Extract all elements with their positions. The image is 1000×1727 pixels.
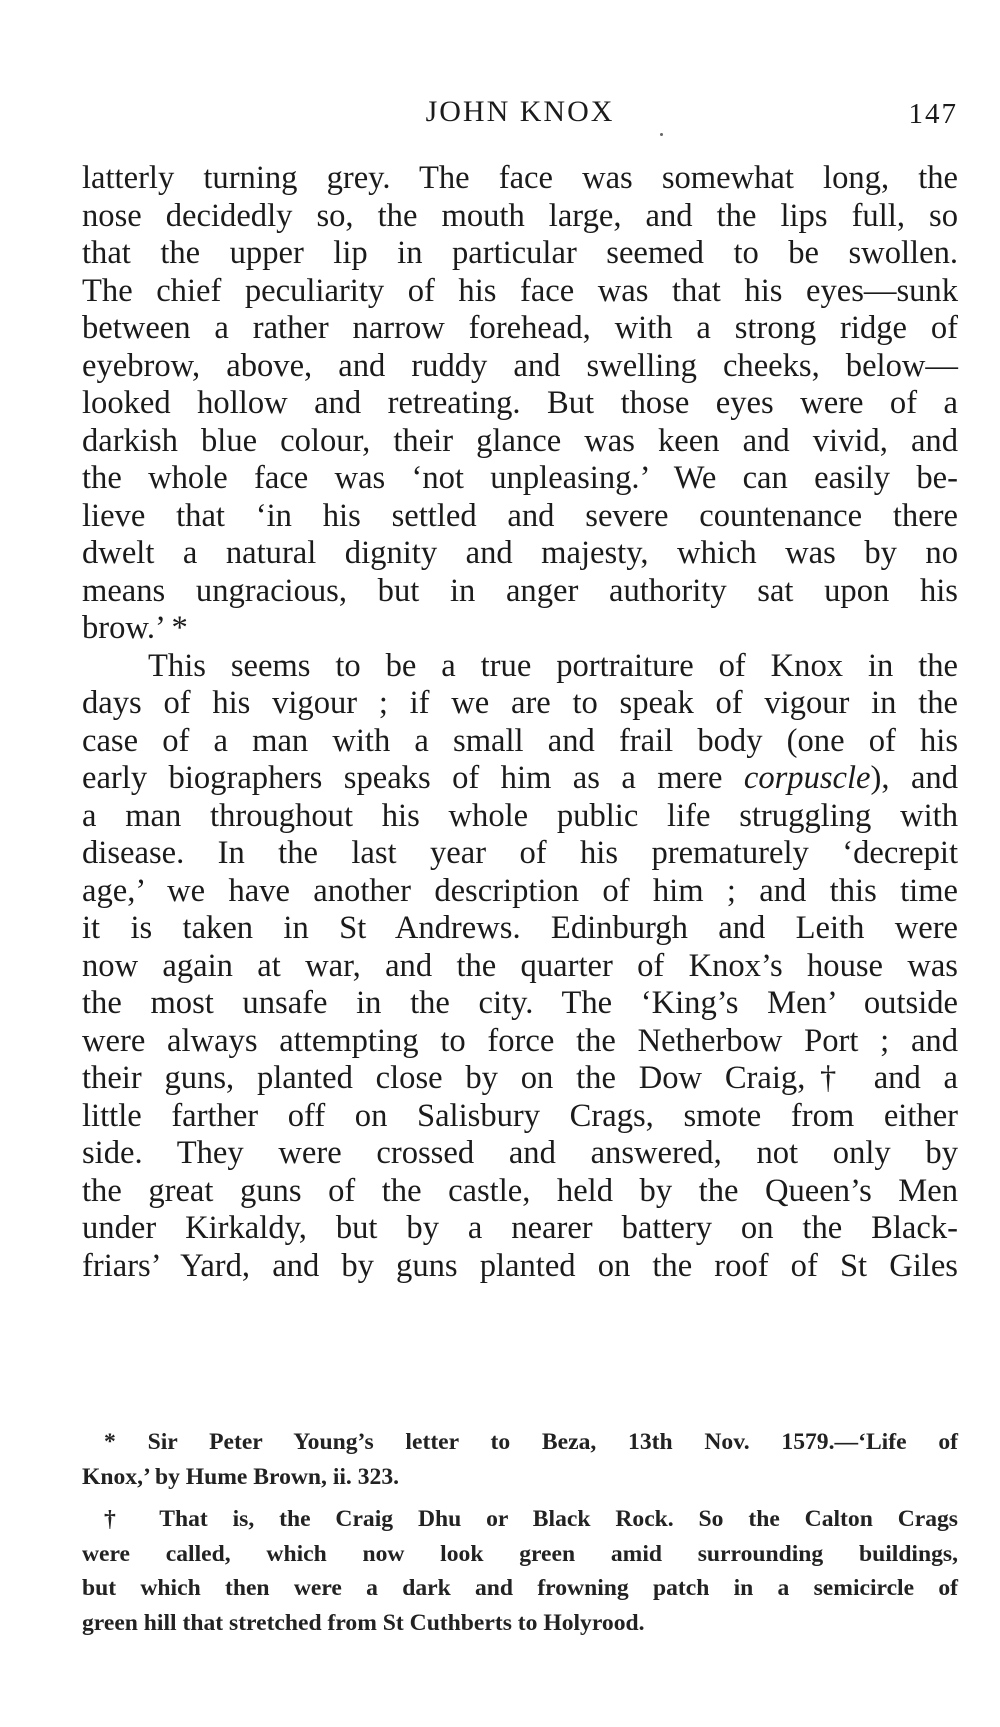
text-line: side. They were crossed and answered, not only by bbox=[82, 1135, 958, 1171]
text-line: dwelt a natural dignity and majesty, which was by no bbox=[82, 535, 958, 571]
line-text-before-italic: early biographers speaks of him as a mere bbox=[82, 760, 744, 796]
text-line: their guns, planted close by on the Dow Craig,† and a bbox=[82, 1060, 958, 1096]
line-text-after-italic: ), and bbox=[870, 760, 958, 796]
footnote-1-line: * Sir Peter Young’s letter to Beza, 13th Nov. 1579.—‘Life of bbox=[104, 1429, 958, 1455]
text-line: disease. In the last year of his prematurely ‘decrepit bbox=[82, 835, 958, 871]
text-line: the most unsafe in the city. The ‘King’s Men’ outside bbox=[82, 985, 958, 1021]
running-title: JOHN KNOX bbox=[425, 95, 615, 128]
text-line: looked hollow and retreating. But those eyes were of a bbox=[82, 385, 958, 421]
footnote-2-line: but which then were a dark and frowning patch in a semicircle of bbox=[82, 1575, 958, 1601]
footnotes bbox=[82, 1425, 958, 1640]
text-line: age,’ we have another description of him ; and this time bbox=[82, 872, 958, 909]
text-line: friars’ Yard, and by guns planted on the roof of St Giles bbox=[82, 1247, 958, 1284]
text-line: it is taken in St Andrews. Edinburgh and Leith were bbox=[82, 910, 958, 946]
paragraph-start-line: This seems to be a true portraiture of Knox in the bbox=[148, 647, 958, 684]
text-line: between a rather narrow forehead, with a strong ridge of bbox=[82, 310, 958, 346]
footnote-2-line: green hill that stretched from St Cuthberts to Holyrood. bbox=[82, 1609, 645, 1636]
footnote-1-line: Knox,’ by Hume Brown, ii. 323. bbox=[82, 1463, 400, 1490]
text-line: days of his vigour ; if we are to speak of vigour in the bbox=[82, 685, 958, 721]
text-line: that the upper lip in particular seemed to be swollen. bbox=[82, 235, 958, 271]
text-line: little farther off on Salisbury Crags, smote from either bbox=[82, 1097, 958, 1134]
scan-speck bbox=[660, 133, 663, 136]
text-line: the great guns of the castle, held by the Queen’s Men bbox=[82, 1172, 958, 1209]
text-line-with-italic bbox=[82, 760, 958, 798]
text-line: nose decidedly so, the mouth large, and the lips full, so bbox=[82, 197, 958, 234]
footnote-2-line: † That is, the Craig Dhu or Black Rock. So the Calton Crags bbox=[104, 1506, 958, 1532]
text-line: means ungracious, but in anger authority sat upon his bbox=[82, 572, 958, 609]
text-line: The chief peculiarity of his face was that his eyes—sunk bbox=[82, 272, 958, 309]
text-line: a man throughout his whole public life struggling with bbox=[82, 797, 958, 834]
footnote-2-line: were called, which now look green amid surrounding buildings, bbox=[82, 1540, 958, 1567]
text-line: darkish blue colour, their glance was keen and vivid, and bbox=[82, 422, 958, 459]
text-line: latterly turning grey. The face was somewhat long, the bbox=[82, 160, 958, 196]
footnote-gap bbox=[82, 1494, 958, 1502]
running-head bbox=[82, 92, 958, 142]
page-number: 147 bbox=[908, 98, 958, 130]
text-line: under Kirkaldy, but by a nearer battery on the Black- bbox=[82, 1210, 958, 1246]
text-line: now again at war, and the quarter of Knox’s house was bbox=[82, 947, 958, 984]
paragraph-end-line: brow.’ * bbox=[82, 610, 188, 646]
text-line: were always attempting to force the Netherbow Port ; and bbox=[82, 1022, 958, 1059]
text-line: the whole face was ‘not unpleasing.’ We can easily be- bbox=[82, 460, 958, 496]
body-text bbox=[82, 160, 958, 1285]
text-line: eyebrow, above, and ruddy and swelling cheeks, below— bbox=[82, 347, 958, 384]
text-line: case of a man with a small and frail body (one of his bbox=[82, 722, 958, 759]
italic-word: corpuscle bbox=[743, 760, 871, 796]
text-line: lieve that ‘in his settled and severe countenance there bbox=[82, 497, 958, 534]
